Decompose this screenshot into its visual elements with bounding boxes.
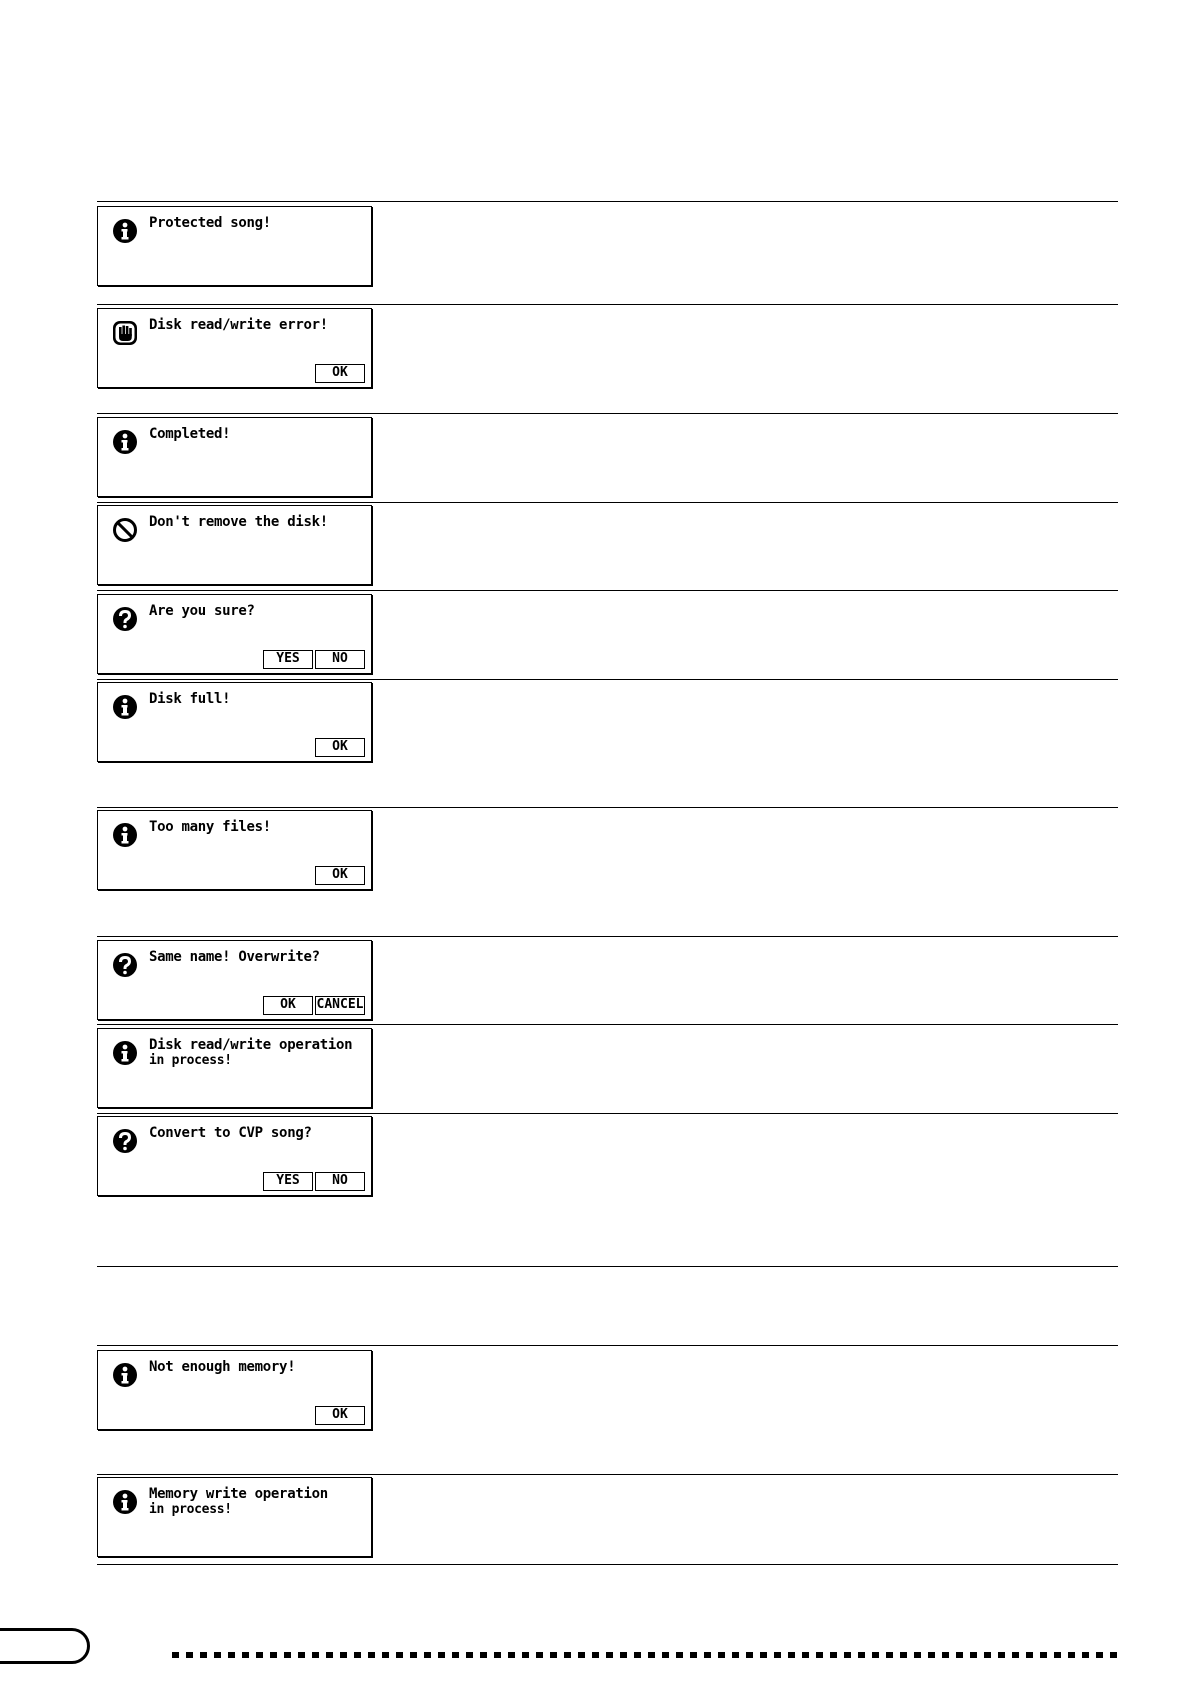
dialog-disk-full xyxy=(97,682,372,762)
question-icon xyxy=(111,605,139,633)
dialog-disk-error xyxy=(97,308,372,388)
yes-button[interactable]: YES xyxy=(263,1172,313,1191)
no-button[interactable]: NO xyxy=(315,650,365,669)
divider xyxy=(97,679,1118,680)
divider xyxy=(97,807,1118,808)
ok-button[interactable]: OK xyxy=(263,996,313,1015)
divider xyxy=(97,304,1118,305)
info-icon xyxy=(111,693,139,721)
dialog-too-many-files xyxy=(97,810,372,890)
dialog-message: Disk full! xyxy=(149,691,231,707)
question-icon xyxy=(111,951,139,979)
dialog-memory-write-in-process xyxy=(97,1477,372,1557)
dialog-message: Memory write operation in process! xyxy=(149,1486,328,1517)
info-icon xyxy=(111,1039,139,1067)
dialog-message: Disk read/write operation in process! xyxy=(149,1037,353,1068)
divider xyxy=(97,201,1118,202)
divider xyxy=(97,413,1118,414)
divider xyxy=(97,1024,1118,1025)
divider xyxy=(97,1345,1118,1346)
dialog-message: Convert to CVP song? xyxy=(149,1125,312,1141)
dialog-disk-operation-in-process xyxy=(97,1028,372,1108)
dialog-message: Are you sure? xyxy=(149,603,255,619)
no-button[interactable]: NO xyxy=(315,1172,365,1191)
footer-dotted-rule xyxy=(172,1652,1118,1658)
page-number-tab xyxy=(0,1628,90,1664)
divider xyxy=(97,1564,1118,1565)
dialog-message: Too many files! xyxy=(149,819,271,835)
ok-button[interactable]: OK xyxy=(315,364,365,383)
dialog-message: Don't remove the disk! xyxy=(149,514,328,530)
divider xyxy=(97,1474,1118,1475)
ok-button[interactable]: OK xyxy=(315,1406,365,1425)
divider xyxy=(97,1266,1118,1267)
prohibited-icon xyxy=(111,516,139,544)
info-icon xyxy=(111,428,139,456)
info-icon xyxy=(111,1361,139,1389)
dialog-protected-song xyxy=(97,206,372,286)
dialog-message: Protected song! xyxy=(149,215,271,231)
divider xyxy=(97,1113,1118,1114)
question-icon xyxy=(111,1127,139,1155)
ok-button[interactable]: OK xyxy=(315,738,365,757)
divider xyxy=(97,936,1118,937)
ok-button[interactable]: OK xyxy=(315,866,365,885)
divider xyxy=(97,502,1118,503)
dialog-message: Same name! Overwrite? xyxy=(149,949,320,965)
cancel-button[interactable]: CANCEL xyxy=(315,996,365,1015)
dialog-completed xyxy=(97,417,372,497)
dialog-are-you-sure xyxy=(97,594,372,674)
dialog-message: Disk read/write error! xyxy=(149,317,328,333)
info-icon xyxy=(111,217,139,245)
dialog-dont-remove-disk xyxy=(97,505,372,585)
yes-button[interactable]: YES xyxy=(263,650,313,669)
info-icon xyxy=(111,821,139,849)
dialog-not-enough-memory xyxy=(97,1350,372,1430)
dialog-message: Not enough memory! xyxy=(149,1359,296,1375)
info-icon xyxy=(111,1488,139,1516)
dialog-convert-to-cvp xyxy=(97,1116,372,1196)
stop-hand-icon xyxy=(111,319,139,347)
divider xyxy=(97,590,1118,591)
dialog-message: Completed! xyxy=(149,426,231,442)
dialog-same-name-overwrite xyxy=(97,940,372,1020)
